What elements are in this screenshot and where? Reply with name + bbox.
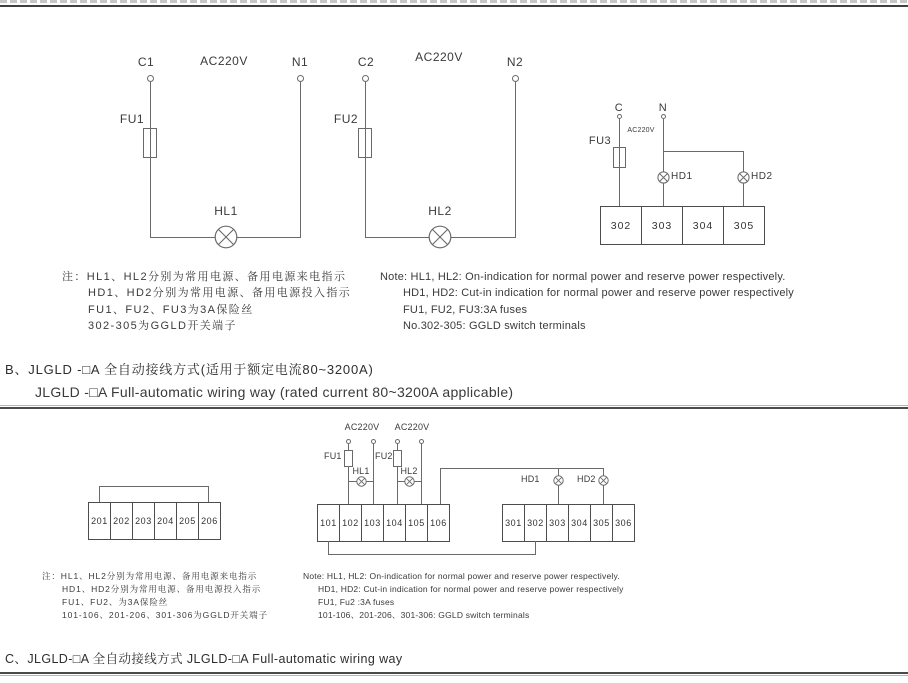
wire [300,82,301,237]
section-b-title-en: JLGLD -□A Full-automatic wiring way (rated current 80~3200A applicable) [35,384,514,400]
lamp-hd1-icon [553,475,564,486]
bottom-rule-dark [0,672,908,674]
note-line: 注：HL1、HL2分别为常用电源、备用电源来电指示 [62,271,347,283]
note-line: 101-106、201-206、301-306为GGLD开关端子 [62,610,268,620]
top-rule [0,5,908,7]
terminal-cell: 105 [405,504,428,542]
terminal-cell: 203 [132,502,155,540]
terminal-label-c1: C1 [137,55,155,69]
lamp-hl2-icon [428,225,452,249]
note-line: 101-106、201-206、301-306: GGLD switch terminals [318,610,530,620]
terminal-cell: 304 [568,504,591,542]
terminal-cell: 205 [176,502,199,540]
terminal-cell: 302 [524,504,547,542]
wire [150,82,151,237]
note-line: HD1, HD2: Cut-in indication for normal power and reserve power respectively [403,287,794,299]
lamp-hd2-icon [598,475,609,486]
wire [558,468,559,504]
wire [515,82,516,237]
note-line: FU1, Fu2 :3A fuses [318,597,395,607]
terminal-label-c: C [614,102,624,114]
wire [373,443,374,504]
note-line: FU1、FU2、FU3为3A保险丝 [88,304,254,316]
voltage-label: AC220V [627,127,655,134]
lamp-label-hd1: HD1 [671,171,693,182]
fuse-label-fu2: FU2 [333,112,359,126]
terminal-dot-icon [512,75,519,82]
wire [663,151,744,152]
fuse-label-fu3: FU3 [588,135,612,147]
wire [328,541,329,554]
terminal-cell: 303 [546,504,569,542]
terminal-cell: 305 [723,206,765,245]
lamp-hl1-icon [356,476,367,487]
terminal-cell: 101 [317,504,340,542]
voltage-label: AC220V [344,422,380,432]
lamp-label-hl1: HL1 [352,466,370,476]
bottom-rule-light [0,675,908,676]
terminal-label-n: N [658,102,668,114]
jumper-bracket [99,486,209,503]
lamp-label-hl2: HL2 [428,204,452,218]
lamp-label-hd2: HD2 [751,171,773,182]
terminal-label-n1: N1 [291,55,309,69]
terminal-cell: 305 [590,504,613,542]
voltage-label: AC220V [415,50,463,64]
voltage-label: AC220V [200,54,248,68]
terminal-cell: 304 [682,206,724,245]
note-line: HD1, HD2: Cut-in indication for normal power and reserve power respectively [318,584,624,594]
terminal-cell: 301 [502,504,525,542]
fuse-fu1-icon [344,450,353,467]
voltage-label: AC220V [394,422,430,432]
note-line: 302-305为GGLD开关端子 [88,320,237,332]
fuse-label-fu1: FU1 [324,451,342,461]
lamp-label-hl2: HL2 [400,466,418,476]
terminal-cell: 302 [600,206,642,245]
page-top-cropped-text [0,0,908,3]
lamp-hl1-icon [214,225,238,249]
terminal-cell: 201 [88,502,111,540]
fuse-fu2-icon [393,450,402,467]
fuse-label-fu2: FU2 [375,451,393,461]
fuse-label-fu1: FU1 [119,112,145,126]
terminal-cell: 306 [612,504,635,542]
wire [365,82,366,237]
fuse-fu2-icon [358,128,372,158]
lamp-hl2-icon [404,476,415,487]
terminal-cell: 204 [154,502,177,540]
note-line: FU1, FU2, FU3:3A fuses [403,304,528,316]
terminal-block-302-305 [600,206,765,245]
separator-light [0,405,908,406]
terminal-dot-icon [147,75,154,82]
wire [421,443,422,504]
terminal-cell: 202 [110,502,133,540]
note-line: HD1、HD2分别为常用电源、备用电源投入指示 [62,584,262,594]
terminal-cell: 303 [641,206,683,245]
wire [663,119,664,206]
fuse-fu3-icon [613,147,626,168]
fuse-fu1-icon [143,128,157,158]
terminal-cell: 206 [198,502,221,540]
separator-dark [0,407,908,409]
terminal-label-c2: C2 [357,55,375,69]
terminal-cell: 106 [427,504,450,542]
wire [535,541,536,554]
terminal-cell: 102 [339,504,362,542]
note-line: FU1、FU2、为3A保险丝 [62,597,169,607]
note-line: HD1、HD2分别为常用电源、备用电源投入指示 [88,287,352,299]
terminal-dot-icon [362,75,369,82]
note-line: 注：HL1、HL2分别为常用电源、备用电源来电指示 [42,571,258,581]
wire [440,468,441,504]
note-line: No.302-305: GGLD switch terminals [403,320,586,332]
lamp-label-hd2: HD2 [577,474,596,484]
terminal-block-201-206 [88,502,221,540]
lamp-hd2-icon [737,171,750,184]
wire [328,554,536,555]
terminal-label-n2: N2 [506,55,524,69]
lamp-hd1-icon [657,171,670,184]
terminal-cell: 104 [383,504,406,542]
note-line: Note: HL1, HL2: On-indication for normal power and reserve power respectively. [303,571,620,581]
terminal-cell: 103 [361,504,384,542]
section-b-title-cn: B、JLGLD -□A 全自动接线方式(适用于额定电流80~3200A) [5,362,374,377]
note-line: Note: HL1, HL2: On-indication for normal power and reserve power respectively. [380,271,786,283]
lamp-label-hd1: HD1 [521,474,540,484]
section-c-title: C、JLGLD-□A 全自动接线方式 JLGLD-□A Full-automatic wiring way [5,652,403,666]
terminal-dot-icon [297,75,304,82]
wire [603,468,604,504]
terminal-block-101-106 [317,504,450,542]
wire [440,468,604,469]
lamp-label-hl1: HL1 [214,204,238,218]
terminal-block-301-306 [502,504,635,542]
